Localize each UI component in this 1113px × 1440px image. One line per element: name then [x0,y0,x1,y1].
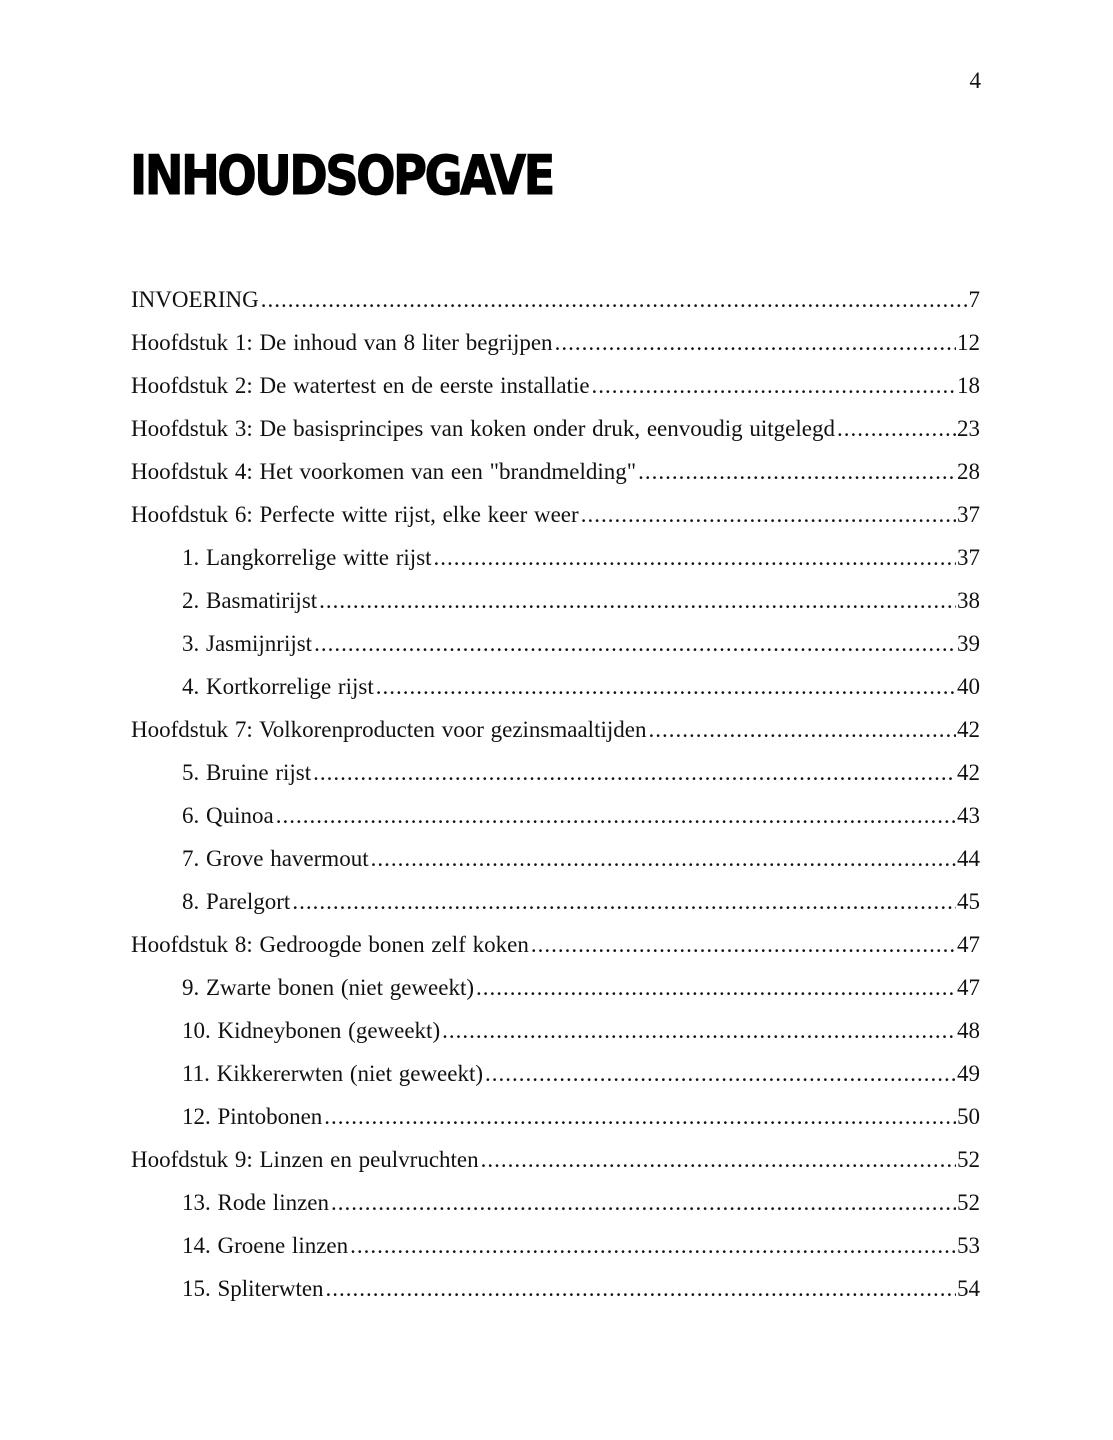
toc-entry-page-number: 42 [957,760,980,785]
toc-entry-label: 5. Bruine rijst [182,760,312,785]
toc-entry-page-number: 23 [957,416,980,441]
toc-entry-label: 13. Rode linzen [182,1190,329,1215]
toc-subentry[interactable] [131,880,980,923]
toc-dot-leader [555,321,956,364]
toc-entry-page-number: 52 [957,1147,980,1172]
toc-dot-leader [476,966,956,1009]
toc-subentry[interactable] [131,665,980,708]
toc-dot-leader [648,708,956,751]
toc-chapter-entry[interactable] [131,364,980,407]
toc-dot-leader [837,407,956,450]
toc-entry-page-number: 45 [957,889,980,914]
toc-subentry[interactable] [131,966,980,1009]
toc-subentry[interactable] [131,751,980,794]
toc-subentry[interactable] [131,1009,980,1052]
toc-entry-page-number: 48 [957,1018,980,1043]
toc-entry-label: Hoofdstuk 2: De watertest en de eerste installatie [131,373,590,398]
toc-entry-page-number: 43 [957,803,980,828]
toc-dot-leader [314,622,956,665]
toc-entry-page-number: 38 [957,588,980,613]
toc-subentry[interactable] [131,1224,980,1267]
toc-dot-leader [485,1052,956,1095]
toc-entry-page-number: 37 [957,502,980,527]
toc-entry-label: Hoofdstuk 7: Volkorenproducten voor gezinsmaaltijden [131,717,647,742]
toc-chapter-entry[interactable] [131,321,980,364]
toc-chapter-entry[interactable] [131,923,980,966]
toc-entry-label: Hoofdstuk 8: Gedroogde bonen zelf koken [131,932,529,957]
toc-entry-label: 7. Grove havermout [182,846,369,871]
toc-entry-page-number: 39 [957,631,980,656]
toc-dot-leader [276,794,956,837]
toc-entry-label: Hoofdstuk 9: Linzen en peulvruchten [131,1147,479,1172]
toc-entry-page-number: 40 [957,674,980,699]
toc-dot-leader [313,751,956,794]
toc-dot-leader [434,536,956,579]
toc-entry-label: 6. Quinoa [182,803,274,828]
toc-entry-label: 8. Parelgort [182,889,291,914]
toc-entry-page-number: 28 [957,459,980,484]
toc-entry-label: 11. Kikkererwten (niet geweekt) [182,1061,484,1086]
toc-entry-page-number: 50 [957,1104,980,1129]
toc-dot-leader [261,278,968,321]
toc-entry-page-number: 54 [957,1276,980,1301]
toc-chapter-entry[interactable] [131,450,980,493]
toc-subentry[interactable] [131,622,980,665]
toc-entry-label: 2. Basmatirijst [182,588,318,613]
toc-entry-page-number: 49 [957,1061,980,1086]
toc-dot-leader [292,880,956,923]
toc-dot-leader [638,450,956,493]
toc-entry-label: 4. Kortkorrelige rijst [182,674,374,699]
toc-subentry[interactable] [131,837,980,880]
toc-entry-label: 1. Langkorrelige witte rijst [182,545,432,570]
toc-entry-label: 15. Spliterwten [182,1276,324,1301]
toc-entry-page-number: 7 [968,287,980,312]
toc-dot-leader [592,364,956,407]
toc-dot-leader [481,1138,956,1181]
toc-subentry[interactable] [131,1267,980,1310]
toc-subentry[interactable] [131,1181,980,1224]
toc-dot-leader [326,1267,956,1310]
toc-entry-label: Hoofdstuk 6: Perfecte witte rijst, elke keer weer [131,502,579,527]
toc-dot-leader [319,579,956,622]
toc-entry-page-number: 47 [957,932,980,957]
toc-entry-page-number: 52 [957,1190,980,1215]
toc-entry-page-number: 12 [957,330,980,355]
toc-dot-leader [331,1181,956,1224]
toc-dot-leader [531,923,956,966]
toc-entry-page-number: 42 [957,717,980,742]
toc-dot-leader [324,1095,956,1138]
toc-dot-leader [376,665,956,708]
toc-chapter-entry[interactable] [131,1138,980,1181]
page-number: 4 [969,68,981,93]
toc-subentry[interactable] [131,794,980,837]
toc-dot-leader [581,493,956,536]
toc-dot-leader [442,1009,956,1052]
toc-chapter-entry[interactable] [131,278,980,321]
toc-dot-leader [371,837,956,880]
toc-subentry[interactable] [131,1095,980,1138]
page-title: INHOUDSOPGAVE [130,144,553,207]
toc-entry-page-number: 47 [957,975,980,1000]
toc-subentry[interactable] [131,536,980,579]
toc-entry-label: Hoofdstuk 3: De basisprincipes van koken onder druk, eenvoudig uitgelegd [131,416,835,441]
toc-entry-label: 3. Jasmijnrijst [182,631,313,656]
toc-chapter-entry[interactable] [131,493,980,536]
toc-chapter-entry[interactable] [131,708,980,751]
toc-entry-label: 10. Kidneybonen (geweekt) [182,1018,441,1043]
toc-dot-leader [350,1224,956,1267]
toc-entry-page-number: 53 [957,1233,980,1258]
toc-entry-label: INVOERING [131,287,259,312]
toc-entry-label: 14. Groene linzen [182,1233,349,1258]
toc-entry-label: Hoofdstuk 4: Het voorkomen van een "brandmelding" [131,459,637,484]
toc-subentry[interactable] [131,579,980,622]
table-of-contents [131,278,980,1310]
toc-chapter-entry[interactable] [131,407,980,450]
toc-entry-page-number: 37 [957,545,980,570]
toc-subentry[interactable] [131,1052,980,1095]
toc-entry-label: Hoofdstuk 1: De inhoud van 8 liter begrijpen [131,330,553,355]
toc-entry-label: 12. Pintobonen [182,1104,323,1129]
toc-entry-label: 9. Zwarte bonen (niet geweekt) [182,975,475,1000]
toc-entry-page-number: 18 [957,373,980,398]
toc-entry-page-number: 44 [957,846,980,871]
